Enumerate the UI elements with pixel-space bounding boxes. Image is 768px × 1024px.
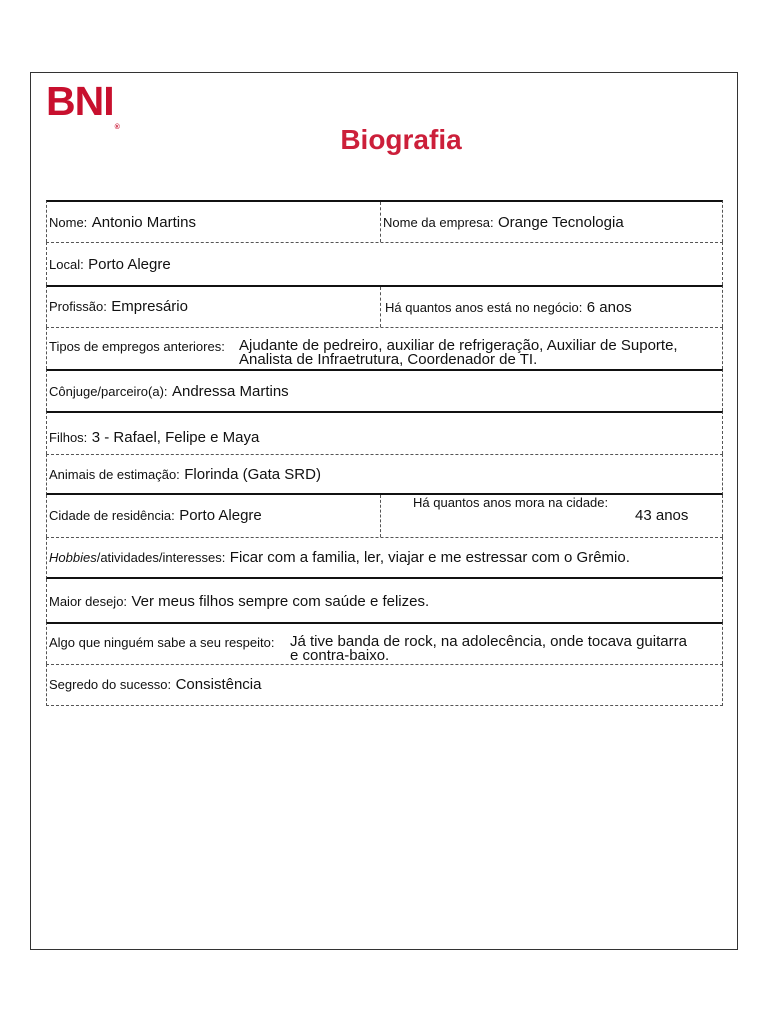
biography-form xyxy=(46,200,723,706)
label-hobbies-italic: Hobbies xyxy=(49,550,97,565)
value-hobbies: Ficar com a familia, ler, viajar e me estressar com o Grêmio. xyxy=(229,549,630,566)
label-profissao: Profissão: xyxy=(49,299,107,314)
label-hobbies-rest: /atividades/interesses: xyxy=(96,550,226,565)
field-empresa xyxy=(381,202,722,242)
row-empregos xyxy=(46,327,723,369)
value-sucesso: Consistência xyxy=(175,676,262,693)
bni-logo xyxy=(46,78,120,131)
value-conjuge: Andressa Martins xyxy=(171,383,289,400)
value-animais: Florinda (Gata SRD) xyxy=(184,466,321,483)
value-cidade: Porto Alegre xyxy=(179,507,262,524)
value-segredo-line2: e contra-baixo. xyxy=(290,647,390,664)
label-sucesso: Segredo do sucesso: xyxy=(49,677,172,692)
label-anos-negocio: Há quantos anos está no negócio: xyxy=(385,300,583,315)
value-desejo: Ver meus filhos sempre com saúde e felizes. xyxy=(131,593,430,610)
row-profissao xyxy=(46,285,723,327)
label-local: Local: xyxy=(49,257,84,272)
field-anos-negocio xyxy=(381,287,722,327)
field-cidade xyxy=(47,495,381,537)
row-filhos xyxy=(46,411,723,454)
value-empregos-line2: Analista de Infraetrutura, Coordenador de TI. xyxy=(239,351,538,368)
label-anos-cidade: Há quantos anos mora na cidade: xyxy=(413,495,609,510)
row-sucesso xyxy=(46,664,723,706)
row-hobbies xyxy=(46,537,723,579)
label-hobbies xyxy=(49,550,225,565)
label-filhos: Filhos: xyxy=(49,430,88,445)
row-cidade xyxy=(46,495,723,537)
label-nome: Nome: xyxy=(49,215,88,230)
label-empregos: Tipos de empregos anteriores: xyxy=(49,339,225,354)
row-segredo-ninguem xyxy=(46,622,723,664)
logo-registered-mark: ® xyxy=(114,124,120,131)
label-conjuge: Cônjuge/parceiro(a): xyxy=(49,384,168,399)
field-profissao xyxy=(47,287,381,327)
value-empregos-line1: Ajudante de pedreiro, auxiliar de refrigeração, Auxiliar de Suporte, xyxy=(239,337,678,354)
value-anos-negocio: 6 anos xyxy=(586,299,632,316)
value-profissao: Empresário xyxy=(111,298,188,315)
row-nome-empresa xyxy=(46,200,723,242)
label-segredo-ninguem: Algo que ninguém sabe a seu respeito: xyxy=(49,635,275,650)
label-desejo: Maior desejo: xyxy=(49,594,128,609)
label-animais: Animais de estimação: xyxy=(49,467,180,482)
label-cidade: Cidade de residência: xyxy=(49,508,175,523)
value-filhos: 3 - Rafael, Felipe e Maya xyxy=(91,429,260,446)
value-local: Porto Alegre xyxy=(88,256,171,273)
logo-text: BNI xyxy=(46,78,114,124)
value-segredo-line1: Já tive banda de rock, na adolecência, onde tocava guitarra xyxy=(290,633,687,650)
row-local xyxy=(46,242,723,285)
field-nome xyxy=(47,202,381,242)
value-nome: Antonio Martins xyxy=(91,214,196,231)
row-conjuge xyxy=(46,369,723,411)
field-anos-cidade xyxy=(381,495,722,537)
value-anos-cidade: 43 anos xyxy=(635,507,689,524)
row-desejo xyxy=(46,579,723,622)
value-empresa: Orange Tecnologia xyxy=(498,214,624,231)
label-empresa: Nome da empresa: xyxy=(383,215,494,230)
page-title: Biografia xyxy=(340,124,462,155)
row-animais xyxy=(46,454,723,495)
